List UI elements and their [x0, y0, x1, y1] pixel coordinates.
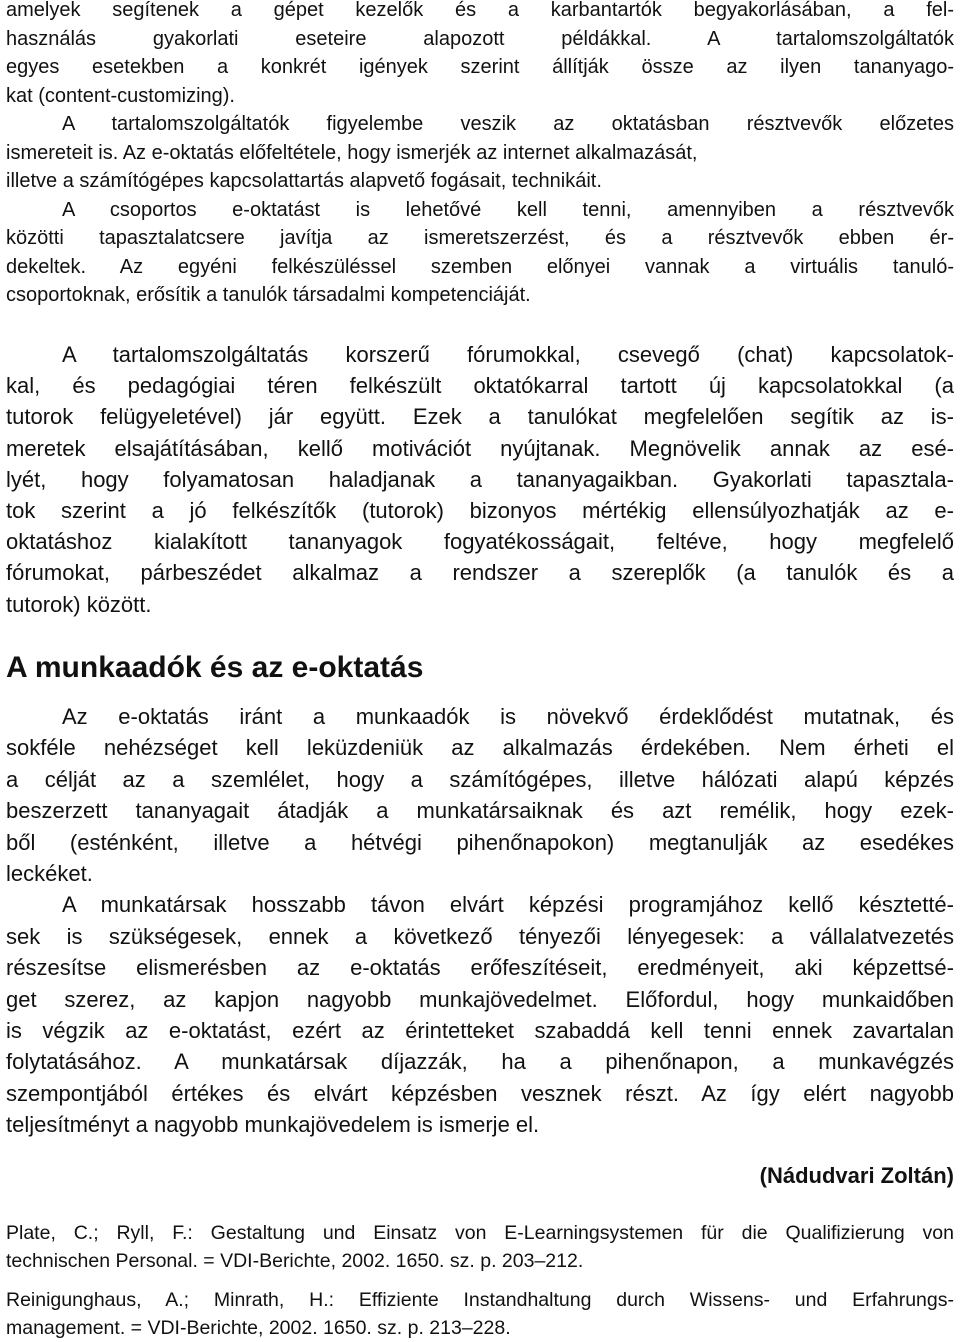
text-line: ismereteit is. Az e-oktatás előfeltétele, hogy ismerjék az internet alkalmazását, [6, 141, 698, 164]
text-line: folytatásához. A munkatársak díjazzák, ha a pihenőnapon, a munkavégzés [6, 1049, 954, 1075]
intro-block [6, 0, 954, 310]
text-line: tutorok felügyeletével) jár együtt. Ezek a tanulókat megfelelően segítik az is- [6, 404, 954, 430]
author-signature: (Nádudvari Zoltán) [759, 1163, 954, 1188]
text-line: leckéket. [6, 861, 93, 887]
text-line: használás gyakorlati eseteire alapozott példákkal. A tartalomszolgáltatók [6, 27, 954, 50]
text-line: szempontjából értékes és elvárt képzésben vesznek részt. Az így elért nagyobb [6, 1080, 954, 1106]
section-heading: A munkaadók és az e-oktatás [6, 651, 424, 684]
text-line: egyes esetekben a konkrét igények szerint állítják össze az ilyen tananyago- [6, 56, 954, 78]
text-line: A tartalomszolgáltatók figyelembe veszik az oktatásban résztvevők előzetes [62, 113, 954, 135]
text-line: A tartalomszolgáltatás korszerű fórumokkal, csevegő (chat) kapcsolatok- [62, 342, 954, 367]
text-line: amelyek segítenek a gépet kezelők és a karbantartók begyakorlásában, a fel- [6, 0, 954, 21]
text-line: get szerez, az kapjon nagyobb munkajövedelmet. Előfordul, hogy munkaidőben [6, 986, 954, 1012]
text-line: kat (content-customizing). [6, 84, 235, 107]
text-line: sek is szükségesek, ennek a következő tényezői lényegesek: a vállalatvezetés [6, 923, 954, 949]
text-line: teljesítményt a nagyobb munkajövedelem is ismerje el. [6, 1112, 540, 1138]
reference-line: Reinigunghaus, A.; Minrath, H.: Effiziente Instandhaltung durch Wissens- und Erfahrungs- [6, 1289, 954, 1311]
reference-line: technischen Personal. = VDI-Berichte, 2002. 1650. sz. p. 203–212. [6, 1250, 584, 1272]
section-block [6, 701, 954, 1141]
text-line: A csoportos e-oktatást is lehetővé kell tenni, amennyiben a résztvevők [62, 198, 954, 221]
text-line: közötti tapasztalatcsere javítja az ismeretszerzést, és a résztvevők ebben ér- [6, 227, 954, 249]
text-line: fórumokat, párbeszédet alkalmaz a rendszer a szereplők (a tanulók és a [6, 560, 954, 586]
reference-2 [6, 1286, 954, 1342]
reference-line: Plate, C.; Ryll, F.: Gestaltung und Einsatz von E-Learningsystemen für die Qualifizierung von [6, 1222, 954, 1244]
text-line: tok szerint a jó felkészítők (tutorok) bizonyos mértékig ellensúlyozhatják az e- [6, 498, 954, 524]
text-line: csoportoknak, erősítik a tanulók társadalmi kompetenciáját. [6, 284, 531, 306]
intro-block-2 [6, 339, 954, 620]
text-line: sokféle nehézséget kell leküzdeniük az alkalmazás érdekében. Nem érheti el [6, 735, 954, 761]
reference-1 [6, 1219, 954, 1275]
text-line: lyét, hogy folyamatosan haladjanak a tananyagaikban. Gyakorlati tapasztala- [6, 466, 954, 492]
text-line: Az e-oktatás iránt a munkaadók is növekvő érdeklődést mutatnak, és [62, 704, 954, 729]
text-line: A munkatársak hosszabb távon elvárt képzési programjához kellő késztetté- [62, 892, 954, 918]
text-line: a célját az a szemlélet, hogy a számítógépes, illetve hálózati alapú képzés [6, 766, 954, 792]
text-line: beszerzett tananyagait átadják a munkatársaiknak és azt remélik, hogy ezek- [6, 798, 954, 824]
text-line: kal, és pedagógiai téren felkészült oktatókarral tartott új kapcsolatokkal (a [6, 373, 954, 399]
text-line: illetve a számítógépes kapcsolattartás alapvető fogásait, technikáit. [6, 170, 602, 192]
text-line: ből (esténként, illetve a hétvégi pihenőnapokon) megtanulják az esedékes [6, 829, 954, 855]
text-line: is végzik az e-oktatást, ezért az érintetteket szabaddá kell tenni ennek zavartalan [6, 1018, 954, 1044]
reference-line: management. = VDI-Berichte, 2002. 1650. sz. p. 213–228. [6, 1317, 511, 1339]
text-line: dekeltek. Az egyéni felkészüléssel szemben előnyei vannak a virtuális tanuló- [6, 255, 954, 278]
text-line: tutorok) között. [6, 591, 152, 617]
text-line: részesítse elismerésben az e-oktatás erőfeszítéseit, eredményeit, aki képzettsé- [6, 955, 954, 981]
text-line: oktatáshoz kialakított tananyagok fogyatékosságait, feltéve, hogy megfelelő [6, 529, 954, 555]
text-line: meretek elsajátításában, kellő motivációt nyújtanak. Megnövelik annak az esé- [6, 435, 954, 461]
